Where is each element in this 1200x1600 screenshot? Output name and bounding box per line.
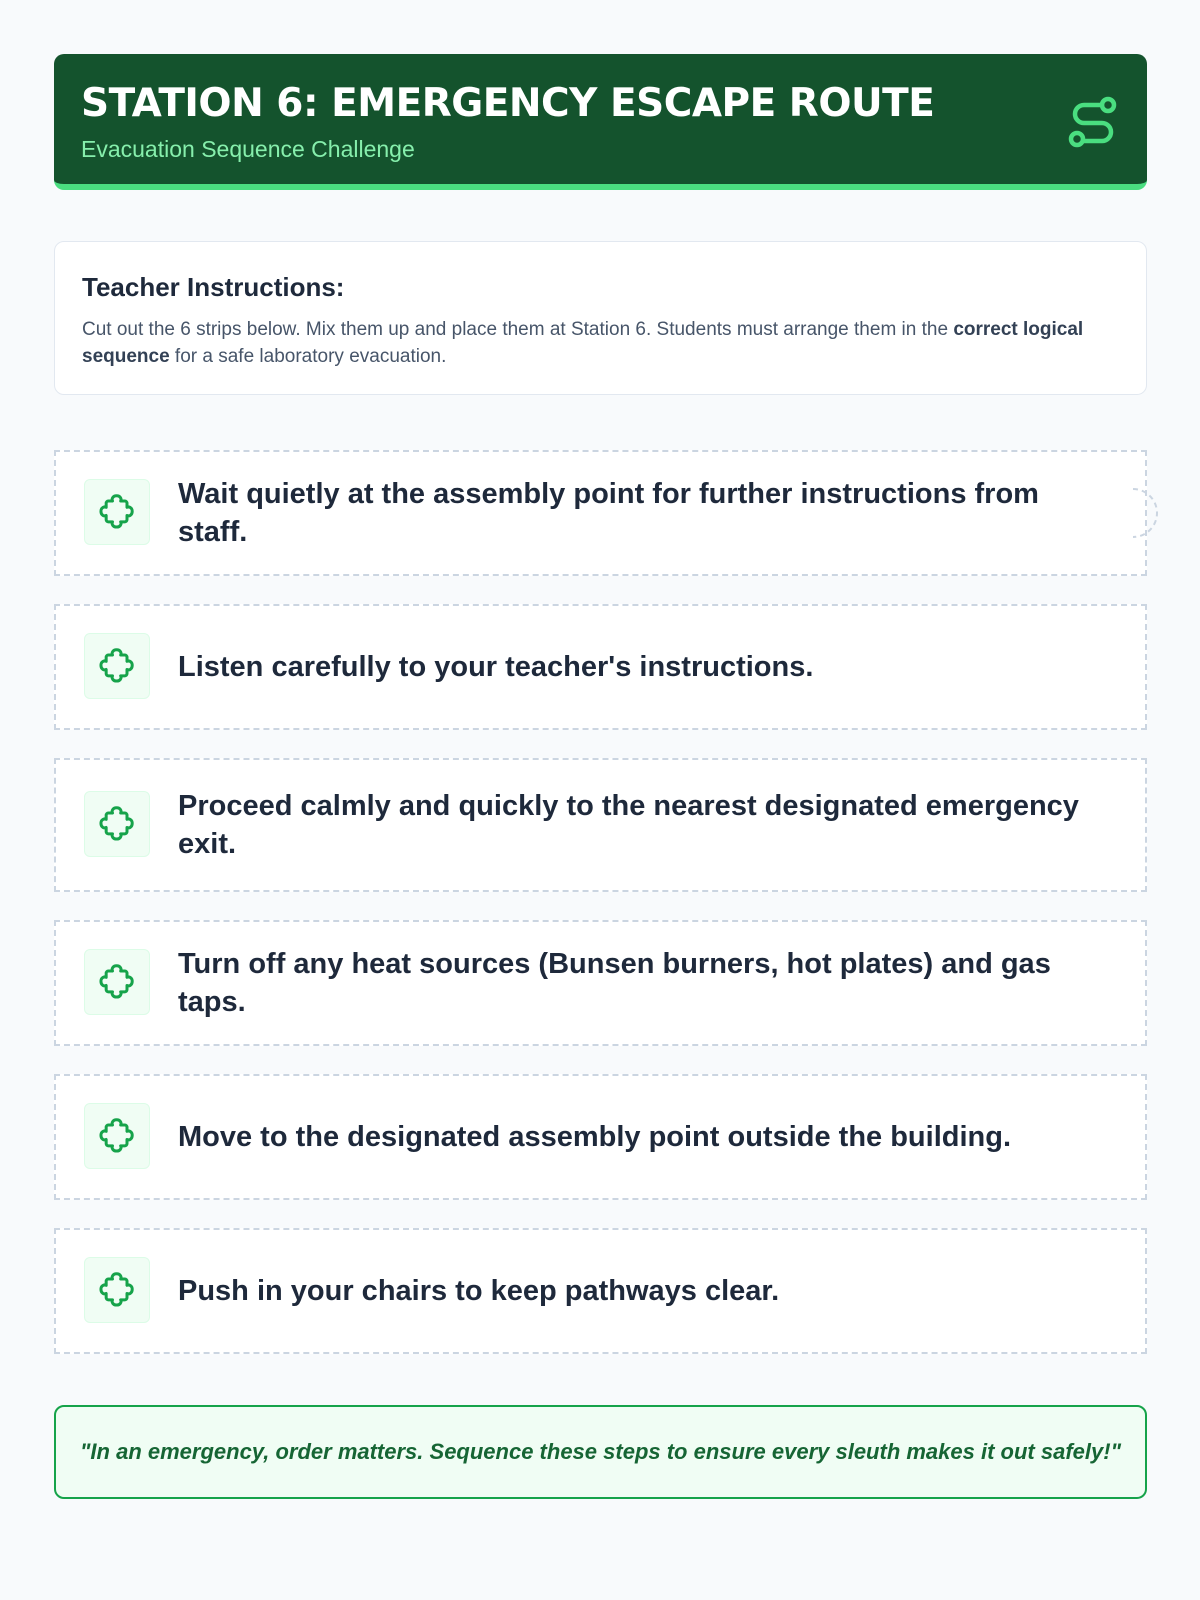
instructions-text-emphasis: correct logical sequence <box>82 319 1084 367</box>
strip-text: Move to the designated assembly point outside the building. <box>178 1121 1012 1153</box>
strip-1[interactable] <box>54 450 1147 576</box>
teacher-instructions-box <box>54 241 1147 395</box>
puzzle-icon <box>98 963 138 1003</box>
puzzle-icon-badge <box>84 949 150 1015</box>
strip-text: Wait quietly at the assembly point for further instructions from staff. <box>178 478 1039 548</box>
puzzle-icon-badge <box>84 633 150 699</box>
puzzle-icon-badge <box>84 1103 150 1169</box>
station-header <box>54 54 1147 190</box>
worksheet-page <box>54 54 1147 1464</box>
strip-5[interactable] <box>54 1074 1147 1200</box>
puzzle-icon <box>98 493 138 533</box>
instructions-heading: Teacher Instructions: <box>82 272 345 302</box>
cut-mark-icon <box>1131 486 1161 540</box>
puzzle-icon-badge <box>84 1257 150 1323</box>
strip-4[interactable] <box>54 920 1147 1046</box>
strip-text: Push in your chairs to keep pathways clear. <box>178 1275 780 1307</box>
instructions-text <box>82 316 1102 370</box>
footer-quote: "In an emergency, order matters. Sequence these steps to ensure every sleuth makes it out safely!" <box>80 1439 1121 1464</box>
page-title: STATION 6: EMERGENCY ESCAPE ROUTE <box>81 81 935 126</box>
puzzle-icon <box>98 805 138 845</box>
footer-quote-box <box>54 1405 1147 1499</box>
puzzle-icon-badge <box>84 791 150 857</box>
puzzle-icon <box>98 647 138 687</box>
puzzle-icon <box>98 1117 138 1157</box>
instructions-text-start: Cut out the 6 strips below. Mix them up and place them at Station 6. Students must arrange them in the <box>82 319 954 340</box>
puzzle-icon-badge <box>84 479 150 545</box>
page-subtitle: Evacuation Sequence Challenge <box>81 136 415 162</box>
strip-3[interactable] <box>54 758 1147 892</box>
strip-2[interactable] <box>54 604 1147 730</box>
strip-text: Proceed calmly and quickly to the nearest designated emergency exit. <box>178 790 1079 860</box>
strip-6[interactable] <box>54 1228 1147 1354</box>
strip-text: Listen carefully to your teacher's instructions. <box>178 651 814 683</box>
instructions-text-end: for a safe laboratory evacuation. <box>169 346 447 367</box>
route-icon <box>1067 96 1119 148</box>
strip-text: Turn off any heat sources (Bunsen burners, hot plates) and gas taps. <box>178 948 1051 1018</box>
puzzle-icon <box>98 1271 138 1311</box>
